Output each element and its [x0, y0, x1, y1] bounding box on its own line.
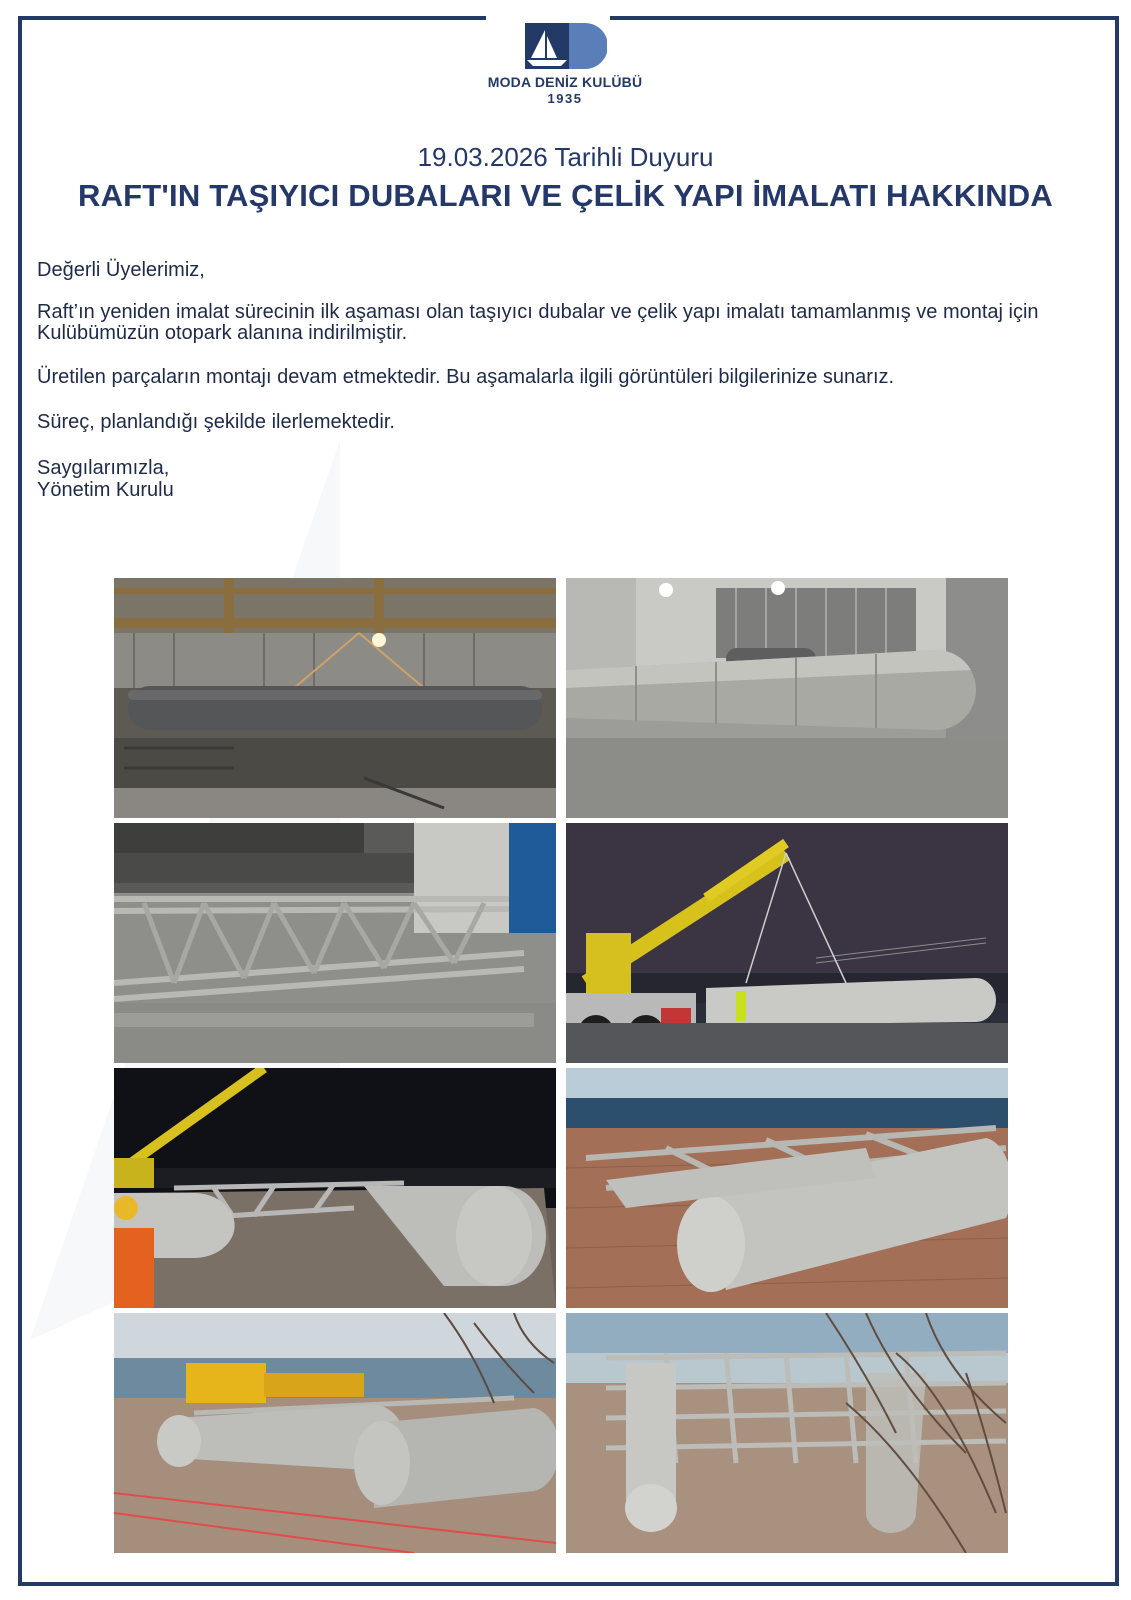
club-name: MODA DENİZ KULÜBÜ: [487, 74, 643, 90]
photo-truck-assembly: [114, 1313, 556, 1553]
sailboat-logo-icon: [523, 22, 607, 70]
photo-pontoon-workshop: [114, 578, 556, 818]
paragraph-3: Süreç, planlandığı şekilde ilerlemektedir.: [37, 411, 395, 433]
paragraph-1: Raft’ın yeniden imalat sürecinin ilk aşaması olan taşıyıcı dubalar ve çelik yapı imalatı tamamlanmış ve montaj için Kulübümüzün otopark alanına indirilmiştir.: [37, 301, 1039, 344]
greeting: Değerli Üyelerimiz,: [37, 259, 205, 281]
paragraph-2: Üretilen parçaların montajı devam etmektedir. Bu aşamalarla ilgili görüntüleri bilgilerinize sunarız.: [37, 366, 895, 388]
photo-painted-pontoon: [566, 578, 1008, 818]
photo-frame-seaside: [566, 1068, 1008, 1308]
announcement-title: RAFT'IN TAŞIYICI DUBALARI VE ÇELİK YAPI İMALATI HAKKINDA: [77, 178, 1053, 213]
photo-steel-truss: [114, 823, 556, 1063]
club-logo: [470, 22, 660, 112]
club-year: 1935: [547, 91, 583, 106]
photo-pontoons-night: [114, 1068, 556, 1308]
announcement-date: 19.03.2026 Tarihli Duyuru: [417, 142, 714, 172]
signature: Yönetim Kurulu: [37, 479, 174, 501]
photo-frame-trees: [566, 1313, 1008, 1553]
closing: Saygılarımızla,: [37, 457, 170, 479]
photo-crane-unloading: [566, 823, 1008, 1063]
